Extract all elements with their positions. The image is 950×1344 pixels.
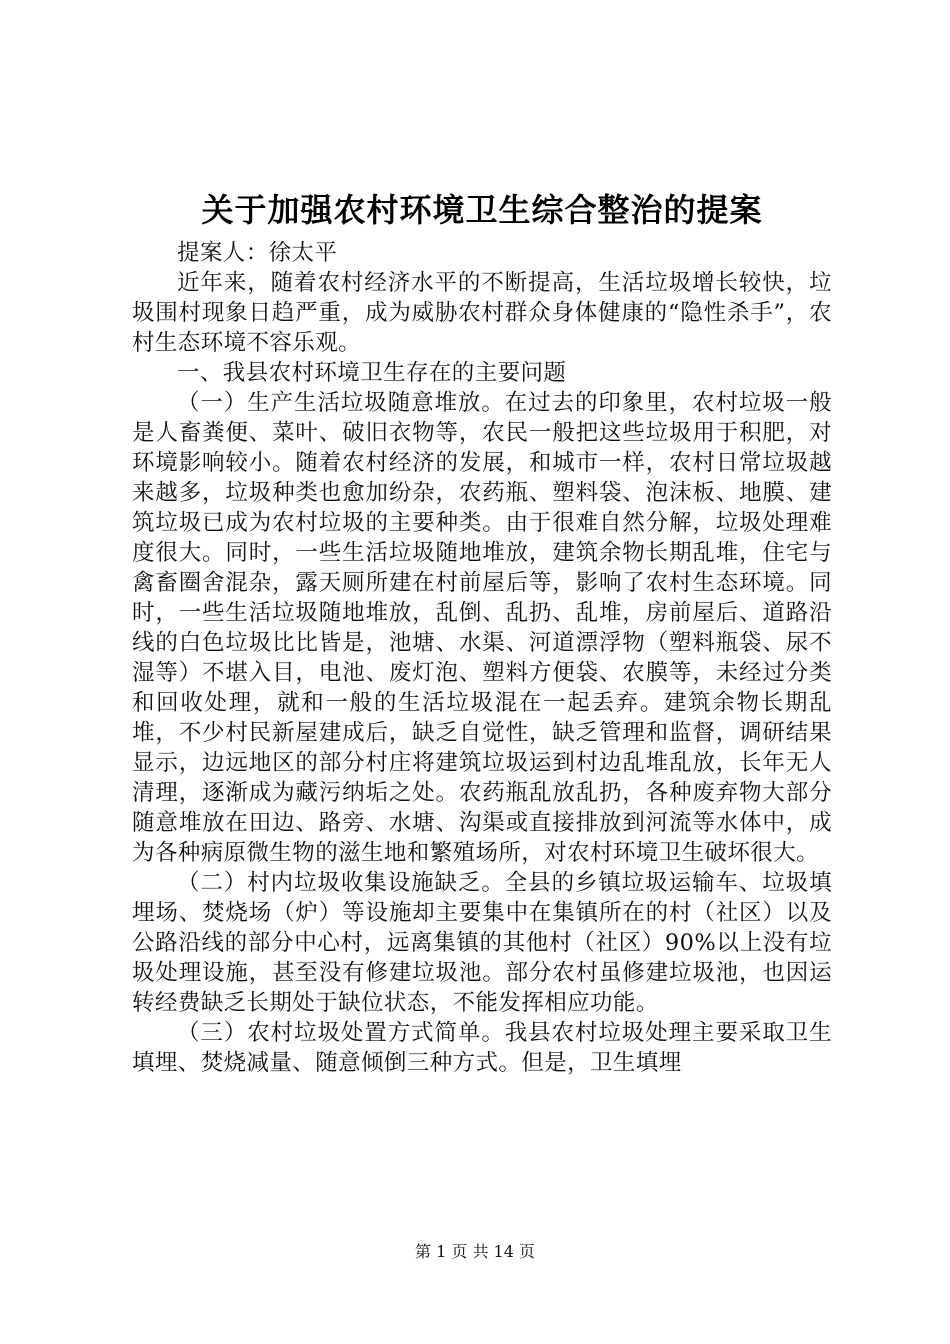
- author-line: 提案人：徐太平: [177, 240, 338, 266]
- paragraph-item-1: （一）生产生活垃圾随意堆放。在过去的印象里，农村垃圾一般是人畜粪便、菜叶、破旧衣物等，农民一般把这些垃圾用于积肥，对环境影响较小。随着农村经济的发展，和城市一样，农村日常垃圾越来越多，垃圾种类也愈加纷杂，农药瓶、塑料袋、泡沫板、地膜、建筑垃圾已成为农村垃圾的主要种类。由于很难自然分解，垃圾处理难度很大。同时，一些生活垃圾随地堆放，建筑余物长期乱堆，住宅与禽畜圈舍混杂，露天厕所建在村前屋后等，影响了农村生态环境。同时，一些生活垃圾随地堆放，乱倒、乱扔、乱堆，房前屋后、道路沿线的白色垃圾比比皆是，池塘、水渠、河道漂浮物（塑料瓶袋、尿不湿等）不堪入目，电池、废灯泡、塑料方便袋、农膜等，未经过分类和回收处理，就和一般的生活垃圾混在一起丢弃。建筑余物长期乱堆，不少村民新屋建成后，缺乏自觉性，缺乏管理和监督，调研结果显示，边远地区的部分村庄将建筑垃圾运到村边乱堆乱放，长年无人清理，逐渐成为藏污纳垢之处。农药瓶乱放乱扔，各种废弃物大部分随意堆放在田边、路旁、水塘、沟渠或直接排放到河流等水体中，成为各种病原微生物的滋生地和繁殖场所，对农村环境卫生破坏很大。: [132, 390, 832, 866]
- paragraph-item-3: （三）农村垃圾处置方式简单。我县农村垃圾处理主要采取卫生填埋、焚烧减量、随意倾倒三种方式。但是，卫生填埋: [132, 1020, 832, 1076]
- document-content: [132, 188, 832, 1078]
- paragraph-intro: 近年来，随着农村经济水平的不断提高，生活垃圾增长较快，垃圾围村现象日趋严重，成为威胁农村群众身体健康的“隐性杀手”，农村生态环境不容乐观。: [132, 270, 832, 356]
- document-title: 关于加强农村环境卫生综合整治的提案: [201, 191, 763, 229]
- document-body: [132, 238, 832, 1078]
- section-heading: 一、我县农村环境卫生存在的主要问题: [177, 360, 567, 386]
- page-footer: 第 1 页 共 14 页: [415, 1242, 535, 1261]
- paragraph-item-2: （二）村内垃圾收集设施缺乏。全县的乡镇垃圾运输车、垃圾填埋场、焚烧场（炉）等设施却主要集中在集镇所在的村（社区）以及公路沿线的部分中心村，远离集镇的其他村（社区）90%以上没有垃圾处理设施，甚至没有修建垃圾池。部分农村虽修建垃圾池，也因运转经费缺乏长期处于缺位状态，不能发挥相应功能。: [132, 870, 832, 1016]
